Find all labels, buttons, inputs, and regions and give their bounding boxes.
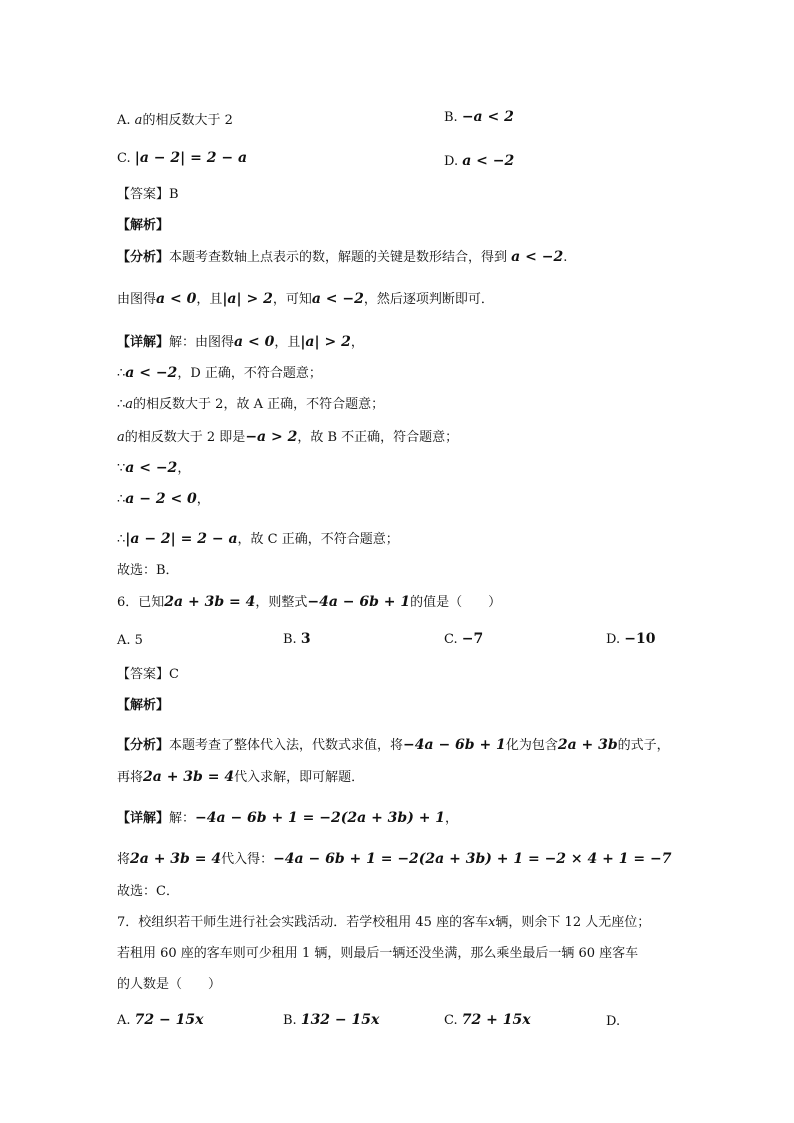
q5-fenxi-line2: 由图得a < 0，且|a| > 2，可知a < −2，然后逐项判断即可． bbox=[117, 291, 494, 307]
q6-option-c: C. −7 bbox=[444, 631, 484, 647]
q6-option-d: D. −10 bbox=[606, 631, 656, 647]
q5-option-d: D. a < −2 bbox=[444, 153, 515, 169]
q5-fenxi-line1: 【分析】本题考查数轴上点表示的数，解题的关键是数形结合，得到 a < −2. bbox=[117, 249, 568, 265]
q6-choose: 故选：C． bbox=[117, 884, 179, 899]
q5-detail-line4: a的相反数大于 2 即是−a > 2，故 B 不正确，符合题意； bbox=[117, 429, 459, 445]
q5-detail-line1: 【详解】解：由图得a < 0，且|a| > 2， bbox=[117, 334, 364, 350]
q6-fenxi-line2: 再将2a + 3b = 4代入求解，即可解题． bbox=[117, 769, 365, 785]
q6-detail-line2: 将2a + 3b = 4代入得：−4a − 6b + 1 = −2(2a + 3b) + 1 = −2 × 4 + 1 = −7 bbox=[117, 851, 672, 867]
q5-detail-line3: ∴a的相反数大于 2，故 A 正确，不符合题意； bbox=[117, 397, 385, 412]
q7-option-c: C. 72 + 15x bbox=[444, 1012, 531, 1028]
q7-stem-line2: 若租用 60 座的客车则可少租用 1 辆，则最后一辆还没坐满，那么乘坐最后一辆 60 座客车 bbox=[117, 946, 639, 961]
q5-detail-line5: ∵a < −2， bbox=[117, 460, 191, 476]
q5-option-b: B. −a < 2 bbox=[444, 109, 514, 125]
q6-fenxi-line1: 【分析】本题考查了整体代入法，代数式求值，将−4a − 6b + 1化为包含2a + 3b的式子， bbox=[117, 737, 670, 753]
q5-answer: 【答案】B bbox=[117, 187, 179, 202]
q5-choose: 故选：B． bbox=[117, 563, 179, 578]
q5-detail-line7: ∴|a − 2| = 2 − a，故 C 正确，不符合题意； bbox=[117, 531, 399, 547]
q7-option-b: B. 132 − 15x bbox=[283, 1012, 380, 1028]
q5-option-a: A. a的相反数大于 2 bbox=[117, 113, 233, 128]
q7-option-d: D. bbox=[606, 1014, 621, 1029]
q6-stem: 6．已知2a + 3b = 4，则整式−4a − 6b + 1的值是（ ） bbox=[117, 594, 502, 610]
q7-stem-line1: 7．校组织若干师生进行社会实践活动．若学校租用 45 座的客车x辆，则余下 12 人无座位； bbox=[117, 915, 651, 930]
q6-detail-line1: 【详解】解：−4a − 6b + 1 = −2(2a + 3b) + 1， bbox=[117, 810, 459, 826]
q6-option-a: A. 5 bbox=[117, 633, 143, 648]
q5-detail-line6: ∴a − 2 < 0， bbox=[117, 491, 210, 507]
q5-option-c: C. |a − 2| = 2 − a bbox=[117, 150, 248, 166]
q7-option-a: A. 72 − 15x bbox=[117, 1012, 204, 1028]
q7-stem-line3: 的人数是（ ） bbox=[117, 977, 222, 992]
q5-detail-line2: ∴a < −2，D 正确，不符合题意； bbox=[117, 365, 322, 381]
q6-option-b: B. 3 bbox=[283, 631, 311, 647]
q6-answer: 【答案】C bbox=[117, 667, 179, 682]
q5-analysis-heading: 【解析】 bbox=[117, 218, 170, 233]
q6-analysis-heading: 【解析】 bbox=[117, 698, 170, 713]
